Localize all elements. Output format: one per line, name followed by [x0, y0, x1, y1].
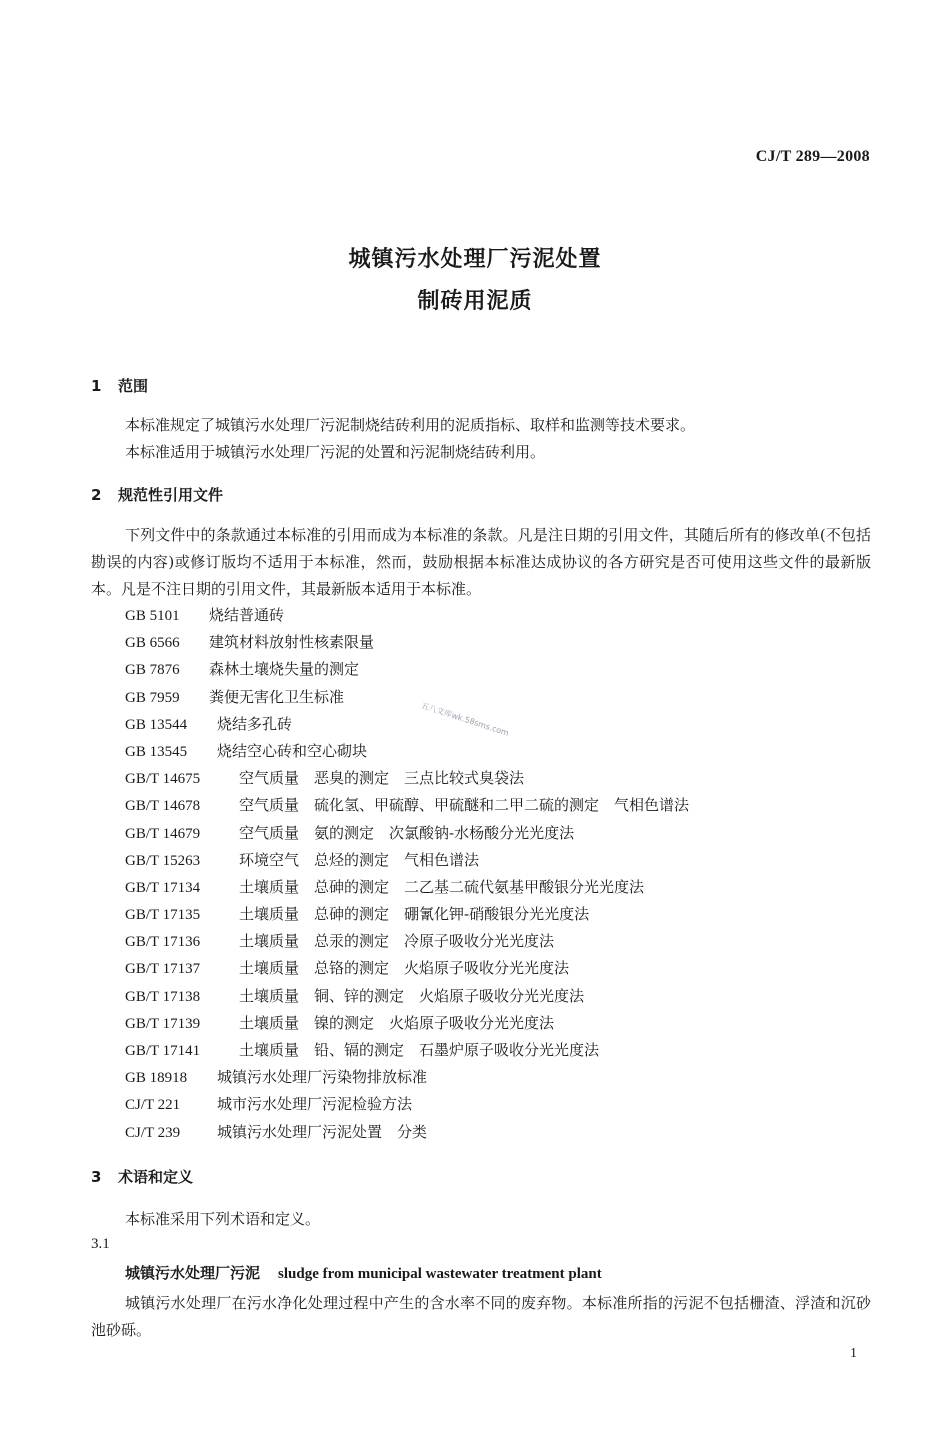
reference-item — [125, 1037, 689, 1064]
reference-item — [125, 602, 689, 629]
reference-code: GB/T 15263 — [125, 852, 201, 869]
reference-title: 土壤质量 总砷的测定 二乙基二硫代氨基甲酸银分光光度法 — [239, 877, 645, 896]
document-title-line2: 制砖用泥质 — [417, 289, 533, 314]
reference-item — [125, 901, 689, 928]
reference-code: GB/T 17134 — [125, 879, 201, 896]
reference-code: GB/T 17141 — [125, 1043, 201, 1059]
reference-code: GB 7876 — [125, 662, 180, 679]
normative-references-list — [125, 602, 689, 1146]
reference-item — [125, 765, 689, 792]
section-3-intro: 本标准采用下列术语和定义。 — [125, 1210, 321, 1228]
reference-title: 城市污水处理厂污泥检验方法 — [217, 1095, 413, 1114]
reference-item — [125, 1119, 689, 1146]
reference-code: GB 5101 — [125, 608, 180, 624]
reference-title: 森林土壤烧失量的测定 — [209, 660, 360, 679]
term-chinese: 城镇污水处理厂污泥 — [125, 1264, 261, 1282]
term-entry — [125, 1262, 602, 1283]
reference-code: GB/T 17136 — [125, 934, 201, 951]
reference-item — [125, 874, 689, 901]
reference-code: GB 13545 — [125, 743, 188, 760]
reference-code: GB/T 17138 — [125, 988, 201, 1005]
reference-title: 烧结多孔砖 — [217, 714, 293, 733]
reference-title: 环境空气 总烃的测定 气相色谱法 — [239, 850, 480, 869]
reference-code: GB/T 17135 — [125, 907, 201, 924]
reference-code: CJ/T 239 — [125, 1124, 181, 1141]
reference-title: 粪便无害化卫生标准 — [209, 687, 345, 706]
reference-code: GB 18918 — [125, 1070, 188, 1087]
document-title-line1: 城镇污水处理厂污泥处置 — [348, 247, 602, 272]
reference-title: 空气质量 氨的测定 次氯酸钠-水杨酸分光光度法 — [239, 823, 575, 842]
reference-item — [125, 684, 689, 711]
term-english: sludge from municipal wastewater treatment plant — [278, 1266, 602, 1282]
reference-item — [125, 955, 689, 982]
reference-code: GB 6566 — [125, 635, 180, 652]
reference-code: GB/T 17137 — [125, 961, 201, 978]
section-1-paragraph-1: 本标准规定了城镇污水处理厂污泥制烧结砖利用的泥质指标、取样和监测等技术要求。 — [125, 416, 696, 434]
reference-item — [125, 1091, 689, 1118]
section-number: 3 — [91, 1168, 102, 1186]
section-2-heading — [91, 484, 223, 505]
reference-title: 空气质量 恶臭的测定 三点比较式臭袋法 — [239, 769, 525, 788]
reference-item — [125, 711, 689, 738]
reference-title: 城镇污水处理厂污染物排放标准 — [217, 1068, 428, 1087]
reference-title: 土壤质量 总铬的测定 火焰原子吸收分光光度法 — [239, 959, 570, 978]
reference-item — [125, 928, 689, 955]
reference-title: 土壤质量 铅、镉的测定 石墨炉原子吸收分光光度法 — [239, 1041, 600, 1059]
section-title: 规范性引用文件 — [118, 486, 224, 504]
subsection-number: 3.1 — [91, 1236, 110, 1252]
reference-title: 土壤质量 总砷的测定 硼氰化钾-硝酸银分光光度法 — [239, 905, 590, 924]
reference-code: GB/T 17139 — [125, 1015, 201, 1032]
standard-code: CJ/T 289—2008 — [755, 148, 870, 165]
reference-code: GB 13544 — [125, 716, 188, 733]
section-2-intro: 下列文件中的条款通过本标准的引用而成为本标准的条款。凡是注日期的引用文件，其随后所有的修改单(不包括勘误的内容)或修订版均不适用于本标准，然而，鼓励根据本标准达成协议的各方研究是否可使用这些文件的最新版本。凡是不注日期的引用文件，其最新版本适用于本标准。 — [91, 526, 871, 598]
reference-item — [125, 738, 689, 765]
reference-code: CJ/T 221 — [125, 1097, 181, 1114]
reference-item — [125, 847, 689, 874]
reference-title: 烧结空心砖和空心砌块 — [217, 741, 368, 760]
section-1-heading — [91, 375, 148, 396]
reference-code: GB/T 14679 — [125, 825, 201, 842]
section-title: 范围 — [118, 377, 149, 395]
section-number: 2 — [91, 486, 102, 504]
reference-item — [125, 820, 689, 847]
reference-title: 土壤质量 铜、锌的测定 火焰原子吸收分光光度法 — [239, 986, 585, 1005]
reference-item — [125, 792, 689, 819]
section-3-heading — [91, 1166, 193, 1187]
reference-item — [125, 1010, 689, 1037]
page-number: 1 — [850, 1346, 857, 1361]
section-number: 1 — [91, 377, 102, 395]
watermark-text: 五八文库wk.58sms.com — [419, 700, 510, 738]
section-1-paragraph-2: 本标准适用于城镇污水处理厂污泥的处置和污泥制烧结砖利用。 — [125, 443, 546, 461]
reference-title: 城镇污水处理厂污泥处置 分类 — [217, 1122, 428, 1141]
reference-item — [125, 656, 689, 683]
reference-item — [125, 983, 689, 1010]
reference-title: 土壤质量 总汞的测定 冷原子吸收分光光度法 — [239, 932, 555, 951]
reference-title: 烧结普通砖 — [209, 606, 285, 624]
section-title: 术语和定义 — [118, 1168, 194, 1186]
reference-title: 空气质量 硫化氢、甲硫醇、甲硫醚和二甲二硫的测定 气相色谱法 — [239, 796, 690, 815]
reference-code: GB/T 14678 — [125, 798, 201, 815]
reference-item — [125, 1064, 689, 1091]
term-definition: 城镇污水处理厂在污水净化处理过程中产生的含水率不同的废弃物。本标准所指的污泥不包括栅渣、浮渣和沉砂池砂砾。 — [91, 1294, 871, 1339]
reference-item — [125, 629, 689, 656]
reference-code: GB/T 14675 — [125, 771, 201, 788]
reference-code: GB 7959 — [125, 689, 180, 706]
reference-title: 建筑材料放射性核素限量 — [209, 633, 375, 652]
reference-title: 土壤质量 镍的测定 火焰原子吸收分光光度法 — [239, 1013, 555, 1032]
